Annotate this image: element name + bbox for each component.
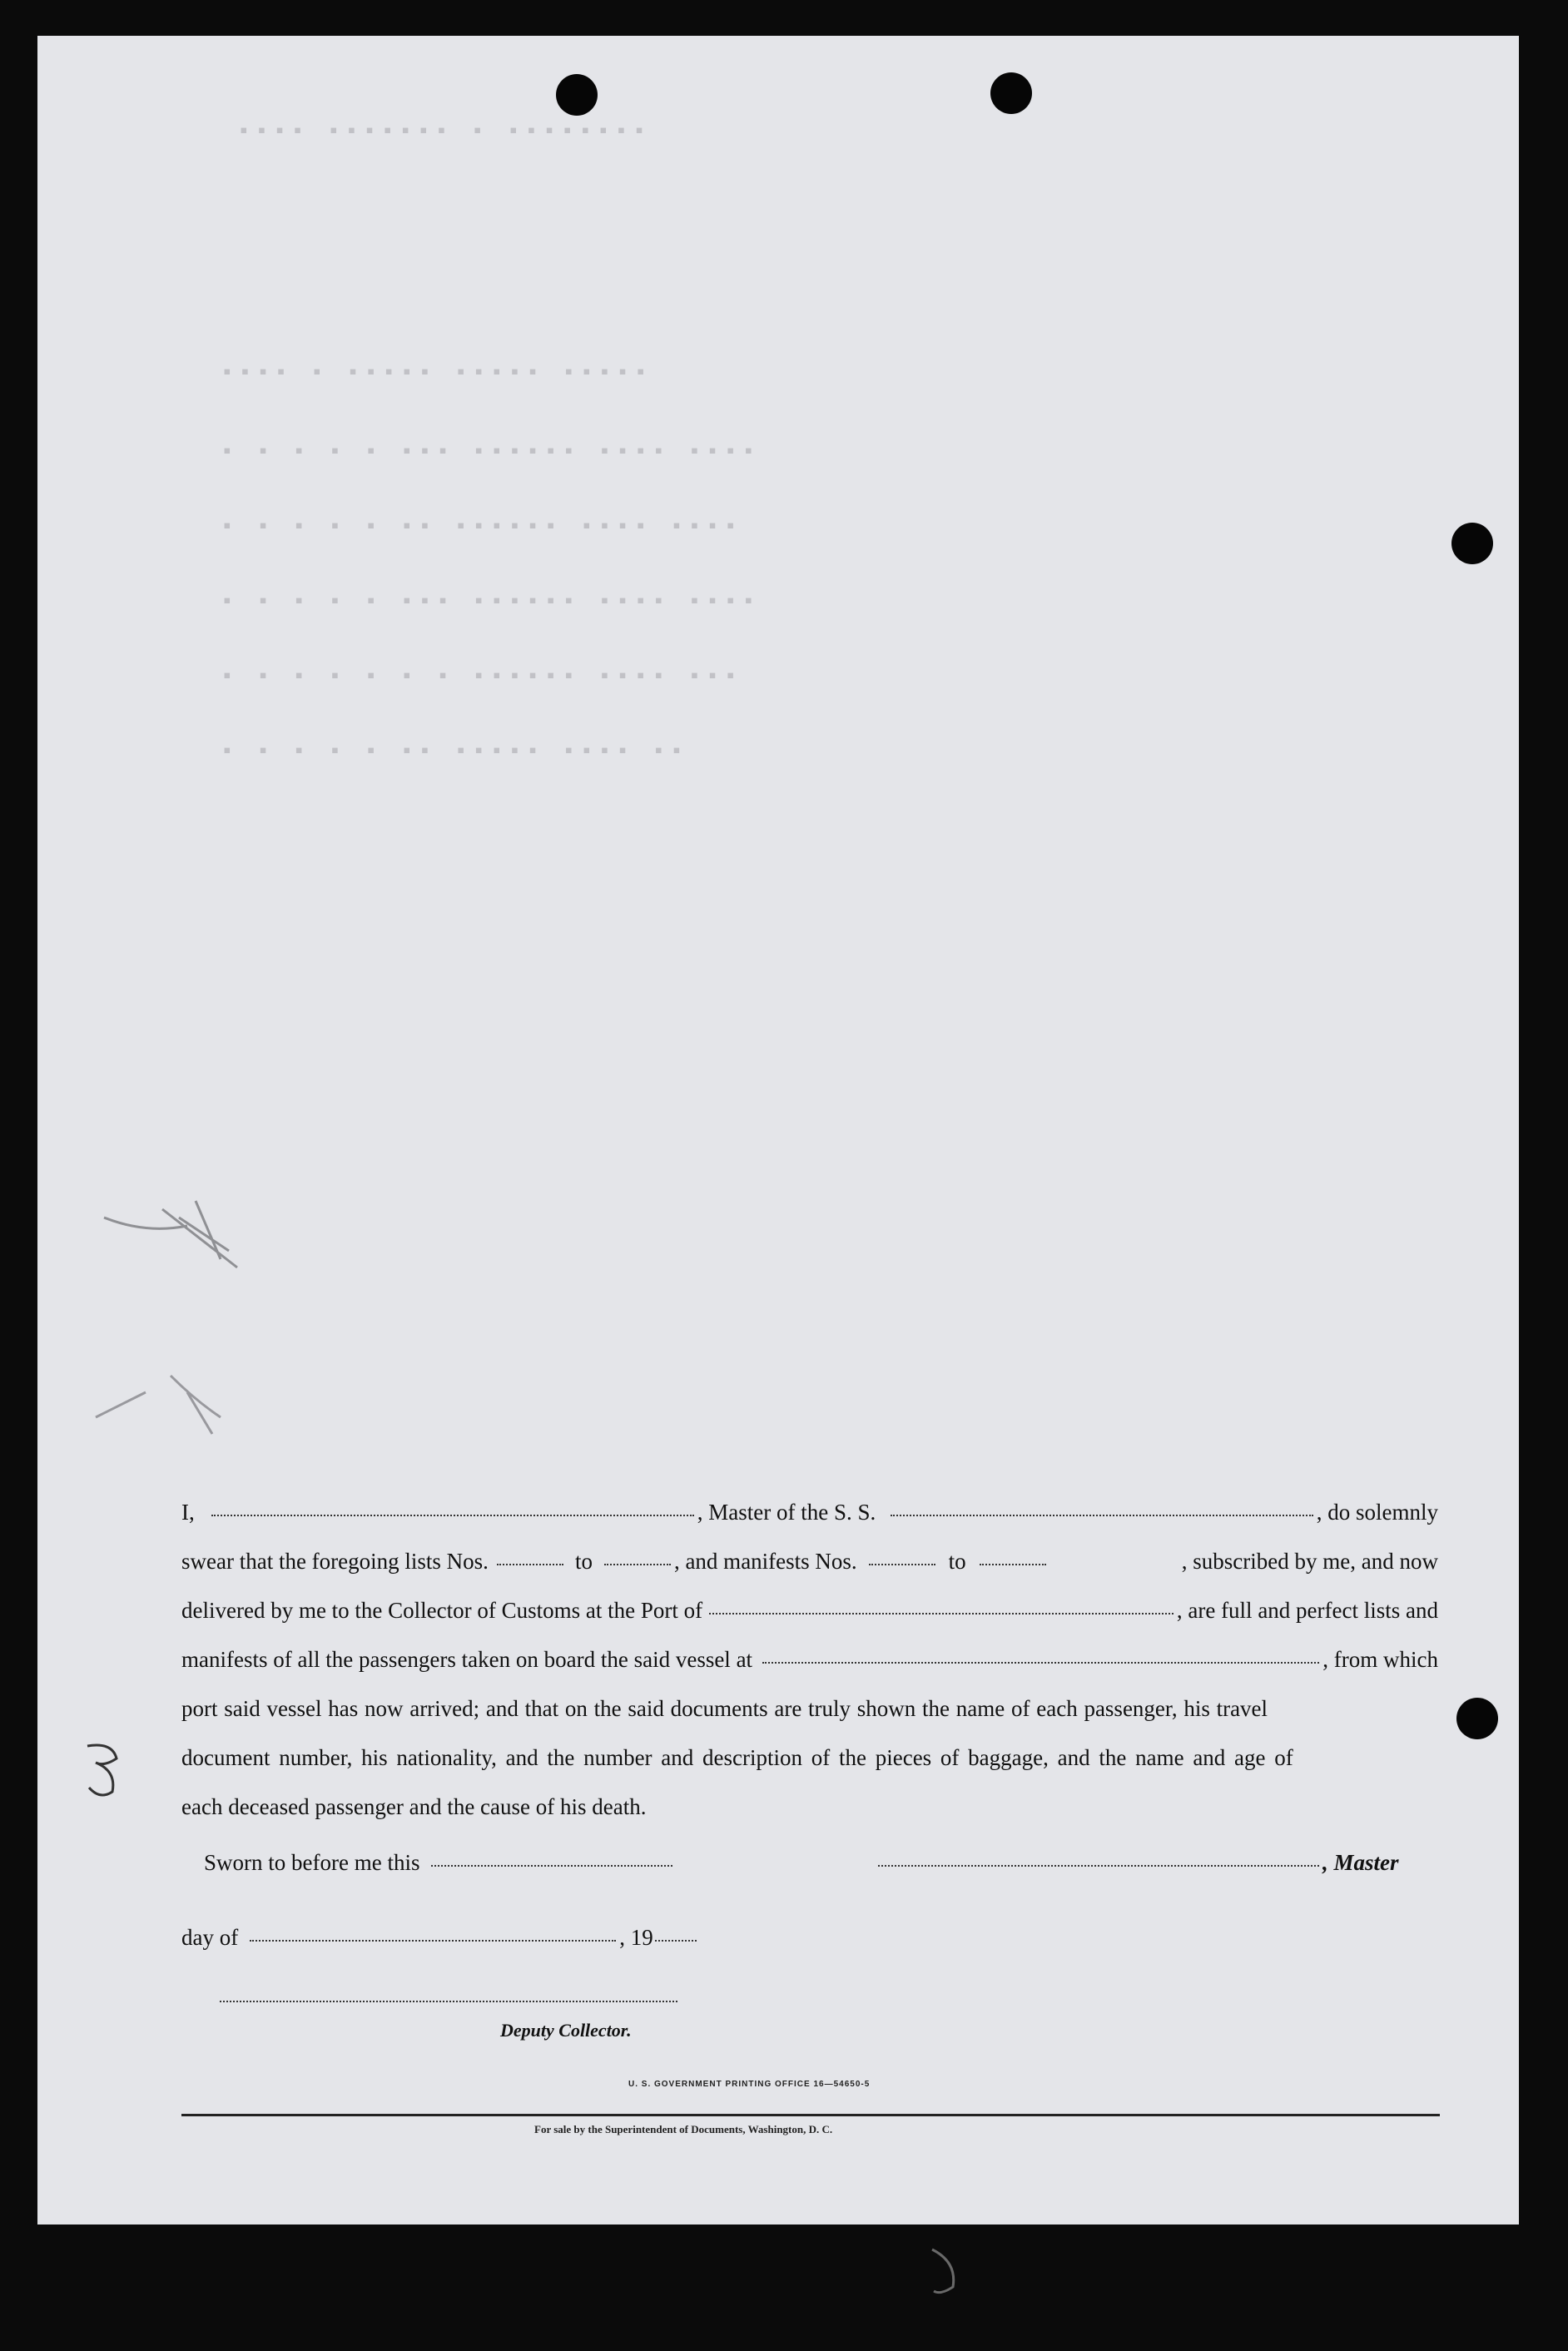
bleed-through-row: ▪▪▪▪ ▪ ▪▪▪▪▪ ▪▪▪▪▪ ▪▪▪▪▪ (221, 360, 653, 385)
oath-line-7 (181, 1783, 1438, 1832)
bleed-through-row: ▪ ▪ ▪ ▪ ▪ ▪▪▪ ▪▪▪▪▪▪ ▪▪▪▪ ▪▪▪▪ (221, 589, 761, 614)
embarkation-port-field[interactable] (762, 1662, 1319, 1664)
oath-line-6 (181, 1733, 1438, 1783)
oath-text: , Master of the S. S. (697, 1500, 876, 1525)
bottom-mark (924, 2245, 974, 2304)
day-month-field[interactable] (250, 1940, 616, 1942)
year-label: , 19 (619, 1925, 653, 1950)
oath-line-3 (181, 1586, 1438, 1635)
oath-text: , are full and perfect lists and (1176, 1598, 1438, 1623)
lists-to-field[interactable] (604, 1564, 671, 1565)
bleed-through-row: ▪ ▪ ▪ ▪ ▪ ▪▪ ▪▪▪▪▪ ▪▪▪▪ ▪▪ (221, 739, 688, 764)
oath-text: document number, his nationality, and the number and description of the pieces of baggage, and the name and age of (181, 1745, 1293, 1770)
oath-paragraph (181, 1488, 1438, 1832)
document-page (37, 36, 1519, 2225)
oath-text: each deceased passenger and the cause of his death. (181, 1794, 647, 1819)
year-field[interactable] (655, 1940, 697, 1942)
oath-text: , do solemnly (1316, 1500, 1438, 1525)
port-field[interactable] (709, 1613, 1174, 1614)
day-of-label: day of (181, 1925, 239, 1950)
deputy-signature-field[interactable] (220, 2001, 677, 2002)
printer-imprint: U. S. GOVERNMENT PRINTING OFFICE 16—54650-5 (628, 2080, 871, 2089)
lists-from-field[interactable] (497, 1564, 563, 1565)
sworn-label: Sworn to before me this (204, 1850, 420, 1875)
smudge-mark (71, 1168, 320, 1467)
vessel-name-field[interactable] (891, 1515, 1313, 1516)
oath-text: , and manifests Nos. (673, 1549, 857, 1574)
oath-text: to (948, 1549, 966, 1574)
oath-text: , subscribed by me, and now (1181, 1549, 1438, 1574)
manifests-to-field[interactable] (980, 1564, 1046, 1565)
master-label: , Master (1322, 1850, 1399, 1875)
oath-text: port said vessel has now arrived; and that on the said documents are truly shown the name of each passenger, his travel (181, 1696, 1268, 1721)
master-signature-line (875, 1850, 1399, 1876)
sale-notice: For sale by the Superintendent of Documents, Washington, D. C. (534, 2123, 833, 2135)
footer-rule (181, 2114, 1440, 2116)
punch-hole (1456, 1698, 1498, 1739)
bleed-through-row: ▪ ▪ ▪ ▪ ▪ ▪▪ ▪▪▪▪▪▪ ▪▪▪▪ ▪▪▪▪ (221, 514, 742, 539)
margin-note-63 (79, 1729, 137, 1804)
deputy-collector-line (216, 2004, 681, 2006)
oath-text: to (574, 1549, 593, 1574)
sworn-date-field[interactable] (431, 1865, 672, 1867)
punch-hole (1451, 523, 1493, 564)
master-name-field[interactable] (211, 1515, 694, 1516)
oath-text: I, (181, 1500, 195, 1525)
oath-line-4 (181, 1635, 1438, 1684)
day-of-line (181, 1925, 700, 1951)
oath-line-2 (181, 1537, 1438, 1586)
punch-hole (990, 72, 1032, 114)
deputy-collector-label: Deputy Collector. (500, 2020, 632, 2041)
oath-text: delivered by me to the Collector of Customs at the Port of (181, 1598, 703, 1623)
master-signature-field[interactable] (878, 1865, 1319, 1867)
oath-text: , from which (1322, 1647, 1438, 1672)
manifests-from-field[interactable] (869, 1564, 935, 1565)
bleed-through-row: ▪ ▪ ▪ ▪ ▪ ▪ ▪ ▪▪▪▪▪▪ ▪▪▪▪ ▪▪▪ (221, 664, 742, 689)
bleed-through-header: ▪▪▪▪ ▪▪▪▪▪▪▪ ▪ ▪▪▪▪▪▪▪▪ (237, 119, 651, 144)
bleed-through-row: ▪ ▪ ▪ ▪ ▪ ▪▪▪ ▪▪▪▪▪▪ ▪▪▪▪ ▪▪▪▪ (221, 439, 761, 464)
oath-line-5 (181, 1684, 1438, 1733)
oath-text: swear that the foregoing lists Nos. (181, 1549, 489, 1574)
oath-line-1 (181, 1488, 1438, 1537)
oath-text: manifests of all the passengers taken on board the said vessel at (181, 1647, 753, 1672)
punch-hole (556, 74, 598, 116)
sworn-line (204, 1850, 676, 1876)
